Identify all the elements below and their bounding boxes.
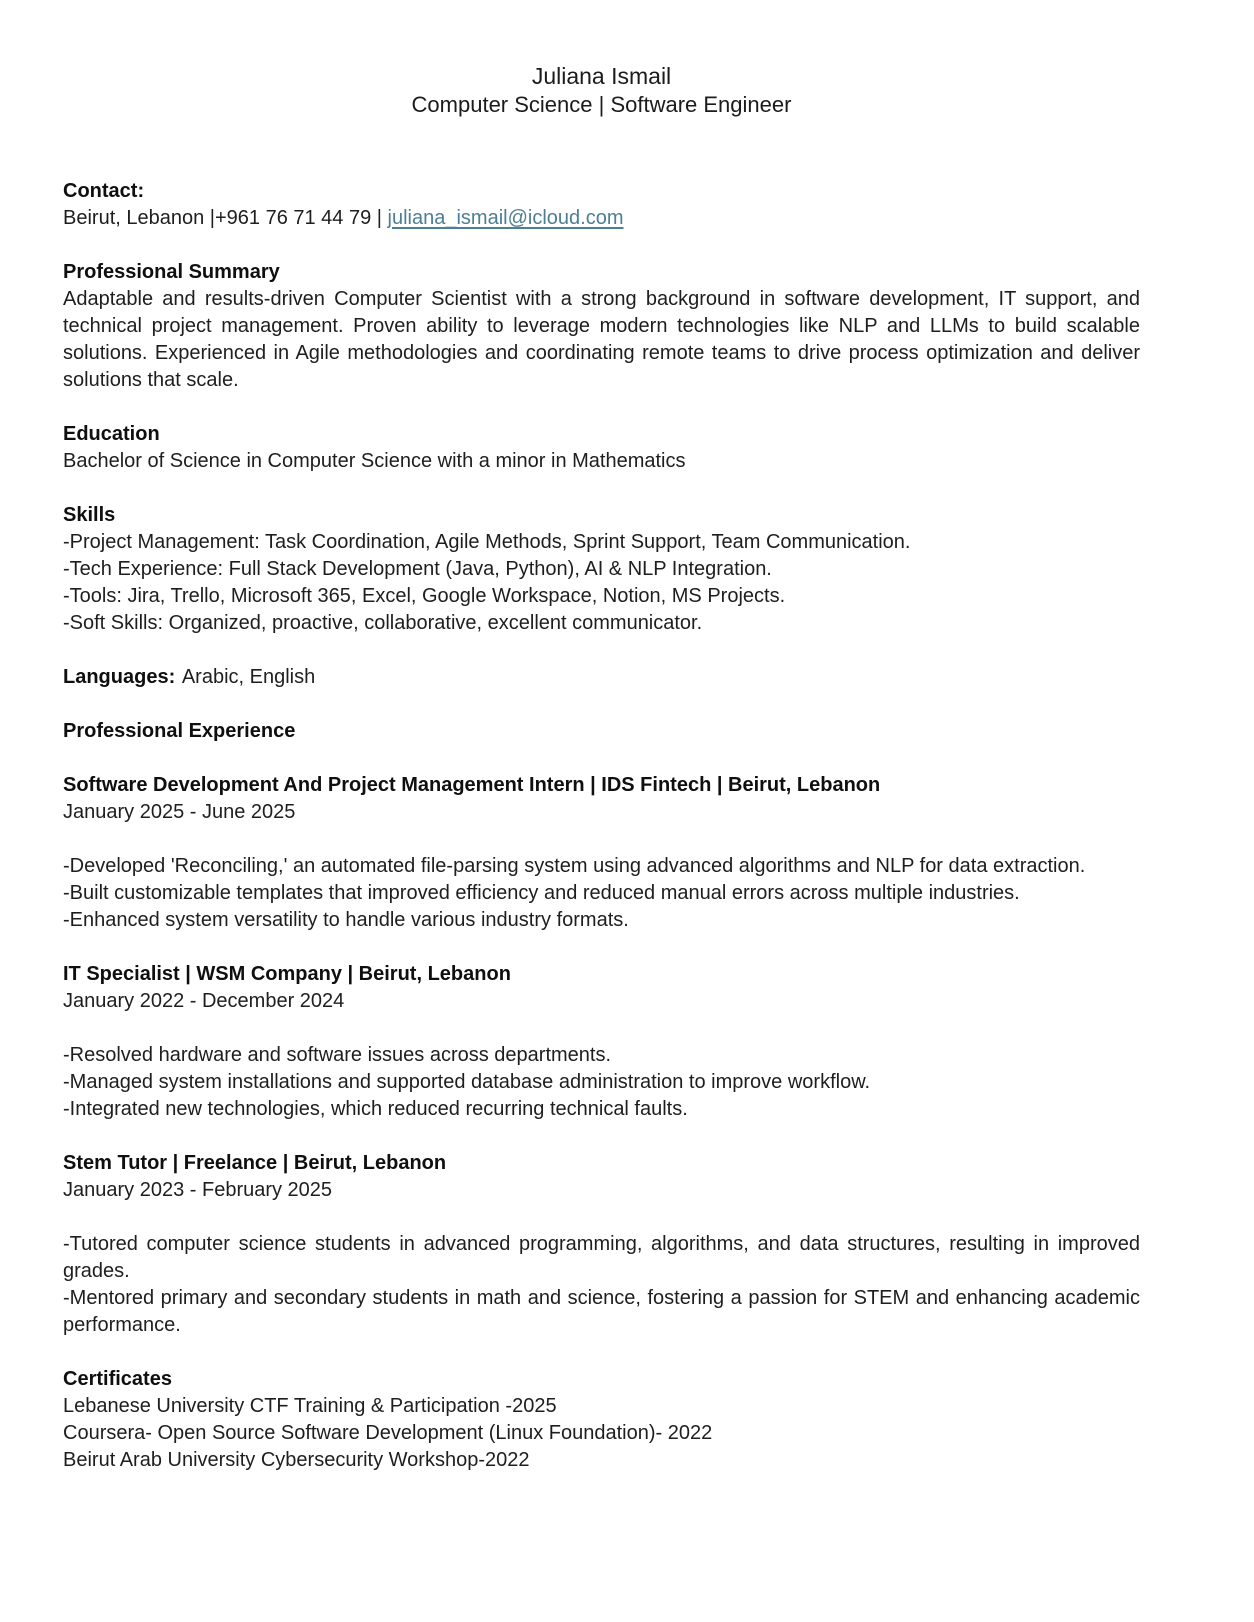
job-bullet: -Developed 'Reconciling,' an automated file-parsing system using advanced algorithms and NLP for data extraction. xyxy=(63,855,1086,877)
candidate-name: Juliana Ismail xyxy=(531,63,672,89)
education-heading: Education xyxy=(63,423,160,445)
job-title: Stem Tutor | Freelance | Beirut, Lebanon xyxy=(63,1152,447,1174)
skills-heading: Skills xyxy=(63,504,116,526)
experience-heading: Professional Experience xyxy=(63,720,296,742)
certificates-heading: Certificates xyxy=(63,1368,172,1390)
certificate-item: Lebanese University CTF Training & Participation -2025 xyxy=(63,1395,557,1417)
skills-section xyxy=(63,502,1140,637)
skill-item: -Soft Skills: Organized, proactive, collaborative, excellent communicator. xyxy=(63,612,703,634)
job-dates: January 2023 - February 2025 xyxy=(63,1179,333,1201)
skill-item: -Tech Experience: Full Stack Development (Java, Python), AI & NLP Integration. xyxy=(63,558,772,580)
contact-location-phone: Beirut, Lebanon |+961 76 71 44 79 | xyxy=(63,207,388,229)
certificate-item: Coursera- Open Source Software Development (Linux Foundation)- 2022 xyxy=(63,1422,713,1444)
job-header xyxy=(63,1150,1140,1204)
job-bullet: -Tutored computer science students in advanced programming, algorithms, and data structures, resulting in improved grades. xyxy=(63,1233,1140,1282)
summary-section xyxy=(63,259,1140,394)
job-dates: January 2025 - June 2025 xyxy=(63,801,296,823)
job-bullet: -Integrated new technologies, which reduced recurring technical faults. xyxy=(63,1098,688,1120)
email-link[interactable]: juliana_ismail@icloud.com xyxy=(387,207,624,229)
languages-label: Languages: xyxy=(63,666,176,688)
document-header xyxy=(63,62,1140,119)
certificates-section xyxy=(63,1366,1140,1474)
job-bullet: -Resolved hardware and software issues across departments. xyxy=(63,1044,612,1066)
job-dates: January 2022 - December 2024 xyxy=(63,990,345,1012)
contact-heading: Contact: xyxy=(63,180,145,202)
job-bullet: -Managed system installations and supported database administration to improve workflow. xyxy=(63,1071,871,1093)
job-bullets xyxy=(63,1042,1140,1123)
job-bullets xyxy=(63,853,1140,934)
experience-section-heading xyxy=(63,718,1140,745)
contact-section xyxy=(63,178,1140,232)
summary-paragraph: Adaptable and results-driven Computer Scientist with a strong background in software development, IT support, and technical project management. Proven ability to leverage modern technologies like NLP and LLMs to build scalable solutions. Experienced in Agile methodologies and coordinating remote teams to drive process optimization and deliver solutions that scale. xyxy=(63,288,1140,391)
job-bullet: -Mentored primary and secondary students in math and science, fostering a passion for STEM and enhancing academic performance. xyxy=(63,1287,1140,1336)
job-title: Software Development And Project Management Intern | IDS Fintech | Beirut, Lebanon xyxy=(63,774,881,796)
candidate-title: Computer Science | Software Engineer xyxy=(411,92,792,117)
languages-value: Arabic, English xyxy=(181,666,316,688)
job-bullets xyxy=(63,1231,1140,1339)
languages-section xyxy=(63,664,1140,691)
skill-item: -Project Management: Task Coordination, Agile Methods, Sprint Support, Team Communication. xyxy=(63,531,911,553)
skill-item: -Tools: Jira, Trello, Microsoft 365, Excel, Google Workspace, Notion, MS Projects. xyxy=(63,585,786,607)
job-bullet: -Enhanced system versatility to handle various industry formats. xyxy=(63,909,629,931)
contact-line xyxy=(63,205,1140,232)
job-bullet: -Built customizable templates that improved efficiency and reduced manual errors across multiple industries. xyxy=(63,882,1020,904)
certificate-item: Beirut Arab University Cybersecurity Workshop-2022 xyxy=(63,1449,530,1471)
education-section xyxy=(63,421,1140,475)
summary-heading: Professional Summary xyxy=(63,261,280,283)
job-title: IT Specialist | WSM Company | Beirut, Lebanon xyxy=(63,963,511,985)
job-header xyxy=(63,772,1140,826)
job-header xyxy=(63,961,1140,1015)
education-line: Bachelor of Science in Computer Science with a minor in Mathematics xyxy=(63,450,686,472)
